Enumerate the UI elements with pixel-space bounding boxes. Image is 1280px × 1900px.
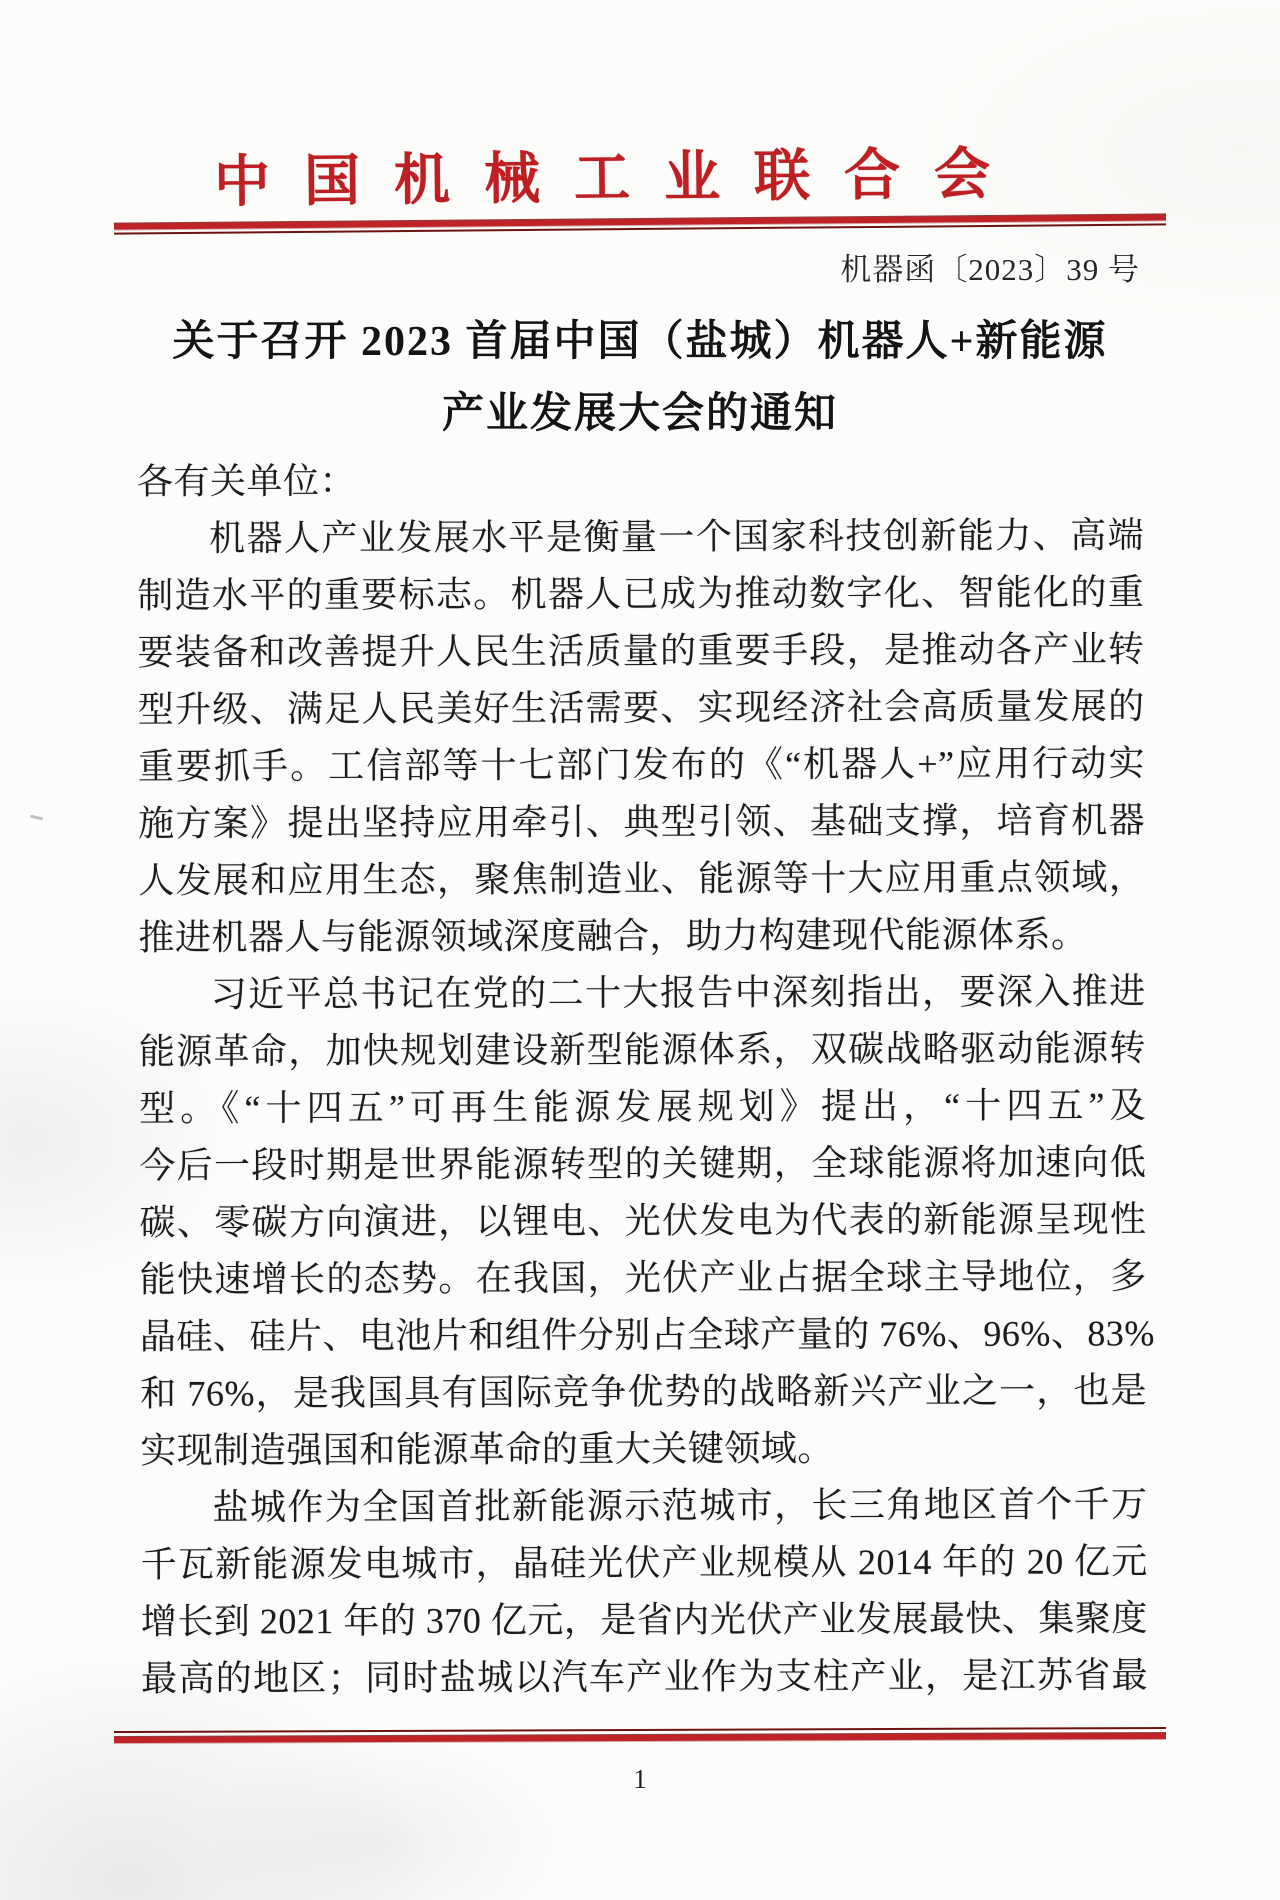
- body-line: 最高的地区；同时盐城以汽车产业作为支柱产业，是江苏省最: [141, 1655, 1149, 1699]
- document-title-line-1: 关于召开 2023 首届中国（盐城）机器人+新能源: [172, 319, 1108, 365]
- body-line: 能源革命，加快规划建设新型能源体系，双碳战略驱动能源转: [138, 1028, 1146, 1072]
- scan-artifact-mark: [30, 815, 43, 821]
- body-line: 制造水平的重要标志。机器人已成为推动数字化、智能化的重: [137, 572, 1145, 616]
- footer-rule-thin: [114, 1727, 1166, 1733]
- body-line: 和 76%，是我国具有国际竞争优势的战略新兴产业之一，也是: [140, 1370, 1148, 1414]
- page-number: 1: [633, 1764, 647, 1794]
- letterhead-org-name: [0, 127, 1242, 220]
- document-title: [0, 306, 1280, 450]
- body-line: 千瓦新能源发电城市，晶硅光伏产业规模从 2014 年的 20 亿元: [140, 1541, 1148, 1585]
- document-body: [136, 450, 1155, 1708]
- paragraph-2: [138, 963, 1155, 1480]
- paragraph-1: [137, 507, 1146, 967]
- salutation: 各有关单位：: [136, 460, 356, 502]
- body-line: 施方案》提出坚持应用牵引、典型引领、基础支撑，培育机器: [138, 800, 1146, 844]
- body-line: 盐城作为全国首批新能源示范城市，长三角地区首个千万: [212, 1484, 1148, 1528]
- body-line: 重要抓手。工信部等十七部门发布的《“机器人+”应用行动实: [137, 743, 1145, 787]
- body-line: 增长到 2021 年的 370 亿元，是省内光伏产业发展最快、集聚度: [140, 1598, 1148, 1642]
- footer-rule: [114, 1727, 1166, 1743]
- paragraph-3: [140, 1476, 1148, 1708]
- body-line: 要装备和改善提升人民生活质量的重要手段，是推动各产业转: [137, 629, 1145, 673]
- body-line: 人发展和应用生态，聚焦制造业、能源等十大应用重点领域，: [138, 857, 1146, 901]
- body-line: 今后一段时期是世界能源转型的关键期，全球能源将加速向低: [139, 1142, 1147, 1186]
- body-line: 能快速增长的态势。在我国，光伏产业占据全球主导地位，多: [139, 1256, 1147, 1300]
- document-title-line-2: 产业发展大会的通知: [441, 391, 838, 437]
- body-line: 型升级、满足人民美好生活需要、实现经济社会高质量发展的: [137, 686, 1145, 730]
- body-line: 碳、零碳方向演进，以锂电、光伏发电为代表的新能源呈现性: [139, 1199, 1147, 1243]
- body-line: 型。《“十四五”可再生能源发展规划》提出，“十四五”及: [139, 1085, 1147, 1129]
- body-line: 机器人产业发展水平是衡量一个国家科技创新能力、高端: [209, 515, 1145, 559]
- body-line: 推进机器人与能源领域深度融合，助力构建现代能源体系。: [138, 914, 1088, 958]
- body-line: 习近平总书记在党的二十大报告中深刻指出，要深入推进: [210, 971, 1146, 1015]
- org-name-text: 中国机械工业联合会: [213, 143, 1025, 215]
- footer-rule-thick: [114, 1733, 1166, 1743]
- doc-number: 机器函〔2023〕39 号: [840, 252, 1140, 287]
- body-line: 实现制造强国和能源革命的重大关键领域。: [140, 1428, 834, 1471]
- body-line: 晶硅、硅片、电池片和组件分别占全球产量的 76%、96%、83%: [139, 1313, 1155, 1357]
